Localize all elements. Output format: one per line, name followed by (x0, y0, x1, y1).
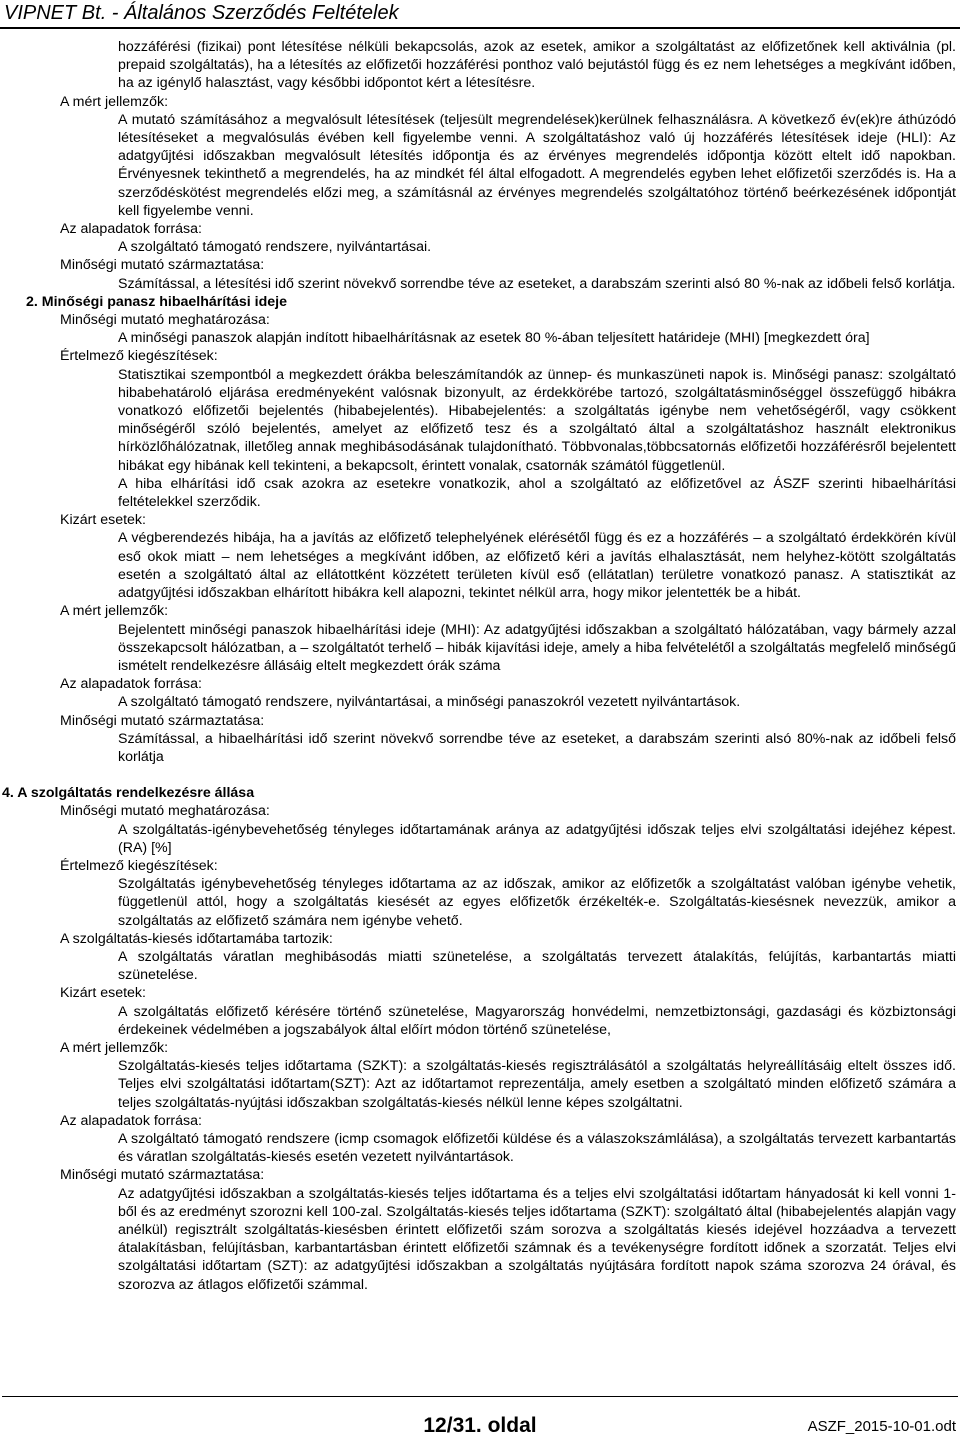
section-label: Minőségi mutató származtatása: (60, 257, 265, 274)
section-label: Minőségi mutató meghatározása: (60, 803, 270, 820)
section-label: Minőségi mutató meghatározása: (60, 312, 270, 329)
section-label: A szolgáltatás-kiesés időtartamába tartozik: (60, 930, 333, 947)
section-label: Értelmező kiegészítések: (60, 857, 218, 874)
document-title: VIPNET Bt. - Általános Szerződés Feltételek (4, 2, 399, 24)
section-label: Minőségi mutató származtatása: (60, 1167, 265, 1184)
paragraph: A szolgáltatás-igénybevehetőség tényleges időtartamának aránya az adatgyűjtési időszak teljes elvi szolgáltatási idejéhez képest. (RA) [%] (118, 821, 956, 856)
section-label: Kizárt esetek: (60, 512, 146, 529)
spacer (60, 766, 956, 784)
section-label: A mért jellemzők: (60, 1039, 169, 1056)
paragraph: A szolgáltatás előfizető kérésére történő szünetelése, Magyarország honvédelmi, nemzetbiztonsági, gazdasági és közbiztonsági érdekeinek védelmében a jogszabályok által előírt módon történő szünetelése, (118, 1003, 956, 1038)
paragraph: A szolgáltató támogató rendszere (icmp csomagok előfizetői küldése és a válaszokszámlálása), a szolgáltatás tervezett karbantartás és váratlan szolgáltatás-kiesés esetén vezetett nyilvántartások. (118, 1130, 956, 1166)
paragraph: A szolgáltató támogató rendszere, nyilvántartásai, a minőségi panaszokról vezetett nyilvántartások. (118, 694, 741, 711)
paragraph: A szolgáltató támogató rendszere, nyilvántartásai. (118, 239, 432, 256)
page-footer (0, 1396, 960, 1448)
paragraph: Szolgáltatás igénybevehetőség tényleges időtartama az az időszak, amikor az előfizetők a szolgáltatást valóban igénybe vehetik, függetlenül attól, hogy a szolgáltatás kiesését az egyes előfizetők érzékelték-e. Szolgáltatás-kiesésnek nevezzük, amikor a szolgáltatás az előfizető számára nem igénybe vehető. (118, 876, 956, 929)
footer-divider (2, 1396, 958, 1397)
paragraph: A mutató számításához a megvalósult létesítések (teljesült megrendelések)kerülnek felhasználásra. A következő év(ek)re áthúzódó létesítéseket a megvalósulás évében kell figyelembe venni. A szolgáltatáshoz való új hozzáférés létesítések ideje (HLI): Az adatgyűjtési időszakban megvalósult létesítés időpontja és az érvényes megrendelés időpontja között eltelt idő napokban. Érvényesnek tekinthető a megrendelés, ha az mindkét fél által elfogadott. A megrendelés egyben lehet előfizetői szerződés is. Ha a szerződéskötést megrendelés előzi meg, a számításnál az érvényes megrendelés szolgáltatóhoz történő beérkezésének időpontját kell figyelembe venni. (118, 111, 956, 219)
paragraph: Szolgáltatás-kiesés teljes időtartama (SZKT): a szolgáltatás-kiesés regisztrálásától a szolgáltatás helyreállításáig eltelt összes idő. Teljes elvi szolgáltatási időtartam(SZT): Azt az időtartamot reprezentálja, amely esetben a szolgáltató minden előfizető számára a teljes szolgáltatás-nyújtási időszakban szolgáltatás-kiesés nélkül lenne képes szolgáltatni. (118, 1058, 956, 1111)
page-number: 12/31. oldal (423, 1414, 537, 1437)
section-label: Az alapadatok forrása: (60, 221, 202, 238)
paragraph: Számítással, a létesítési idő szerint növekvő sorrendbe téve az eseteket, a darabszám szerinti alsó 80 %-nak az időbeli felső korlátja. (118, 275, 956, 292)
paragraph: A szolgáltatás váratlan meghibásodás miatti szünetelése, a szolgáltatás tervezett átalakítás, felújítás, karbantartás miatti szünetelése. (118, 948, 956, 984)
page-header (0, 0, 960, 28)
section-label: Az alapadatok forrása: (60, 1112, 202, 1129)
paragraph: Az adatgyűjtési időszakban a szolgáltatás-kiesés teljes időtartama és a teljes elvi szolgáltatási időtartam hányadosát ki kell vonni 1-ből és az eredményt szorozni kell 100-zal. Szolgáltatás-kiesés teljes időtartama (SZKT): szolgáltató által (hibabejelentés alapján vagy anélkül) regisztrált szolgáltatás-kiesésben érintett előfizetői szám sorozva a szolgáltatás kiesés idejével hozzáadva a tervezett átalakításban, felújításban, karbantartásban érintett előfizetői számnak és a tevékenységre fordított időnek a szorzatát. Teljes elvi szolgáltatási időtartam (SZT): az adatgyűjtési időszakban a szolgáltatás nyújtására fordított napok száma szorozva 24 órával, és szorozva az átlagos előfizetői számmal. (118, 1185, 956, 1293)
paragraph: Számítással, a hibaelhárítási idő szerint növekvő sorrendbe téve az eseteket, a darabszám szerinti alsó 80%-nak az időbeli felső korlátja (118, 730, 956, 765)
section-label: A mért jellemzők: (60, 93, 169, 110)
paragraph: Statisztikai szempontból a megkezdett órákba beleszámítandók az ünnep- és munkaszüneti napok is. Minőségi panasz: szolgáltató hibabehatároló eljárása eredményeként valósnak bizonyult, az érdekkörébe tartozó, szolgáltatásminőséggel összefüggő hibákra vonatkozó előfizetői bejelentés (hibabejelentés). Hibabejelentés: a szolgáltatás igénybe nem vehetőségéről, vagy csökkent minőségéről szóló bejelentés, amelyet az előfizető tesz és a szolgáltató által a szolgáltatáshoz használt elektronikus hírközlőhálózatnak, illetőleg annak meghibásodásának tulajdonítható. Többvonalas,többcsatornás előfizetői hozzáférésről bejelentett hibákat egy hibának kell tekinteni, a bekapcsolt, érintett vonalak, csatornák számától függetlenül. (118, 366, 956, 474)
section-label: Kizárt esetek: (60, 985, 146, 1002)
section-heading: 2. Minőségi panasz hibaelhárítási ideje (26, 293, 287, 310)
paragraph: A hiba elhárítási idő csak azokra az esetekre vonatkozik, ahol a szolgáltató az előfizetővel az ÁSZF szerinti hibaelhárítási feltételekkel szerződik. (118, 475, 956, 511)
paragraph: A minőségi panaszok alapján indított hibaelhárításnak az esetek 80 %-ában teljesített határideje (MHI) [megkezdett óra] (118, 330, 870, 347)
section-label: Értelmező kiegészítések: (60, 348, 218, 365)
paragraph: Bejelentett minőségi panaszok hibaelhárítási ideje (MHI): Az adatgyűjtési időszakban a szolgáltató hálózatában, vagy bármely azzal összekapcsolt hálózatban, a – szolgáltatót terhelő – hibák kijavítási ideje, amely a hiba felvételétől a szolgáltatás megfelelő minőségű ismételt rendelkezésre állásáig eltelt megkezdett órák száma (118, 621, 956, 674)
paragraph: A végberendezés hibája, ha a javítás az előfizető telephelyének elérésétől függ és ez a hozzáférés – a szolgáltató érdekkörén kívül eső okok miatt – nem lehetséges a megkívánt időben, az előfizető kéri a javítás elhalasztását, nem helyhez-kötött szolgáltatás esetén a szolgáltató által az ellátottként közzétett területen kívül eső (ellátatlan) területre vonatkozó panasz. A statisztikát az adatgyűjtési időszakban elhárított hibákra kell alapozni, tekintet nélkül arra, hogy mikor jelentették be a hibát. (118, 530, 956, 602)
paragraph: hozzáférési (fizikai) pont létesítése nélküli bekapcsolás, azok az esetek, amikor a szolgáltatást az előfizetőnek kell aktiválnia (pl. prepaid szolgáltatás), ha a létesítés az előfizetői hozzáférési ponthoz való bejutástól függ és ez nem lehetséges a megkívánt időben, ha az igénylő halasztást, vagy későbbi időpontot kért a létesítésre. (118, 39, 956, 92)
header-divider (0, 27, 960, 29)
section-label: A mért jellemzők: (60, 603, 169, 620)
section-heading: 4. A szolgáltatás rendelkezésre állása (2, 785, 255, 802)
document-body (2, 38, 956, 1294)
section-label: Az alapadatok forrása: (60, 676, 202, 693)
file-name: ASZF_2015-10-01.odt (807, 1418, 956, 1435)
section-label: Minőségi mutató származtatása: (60, 712, 265, 729)
